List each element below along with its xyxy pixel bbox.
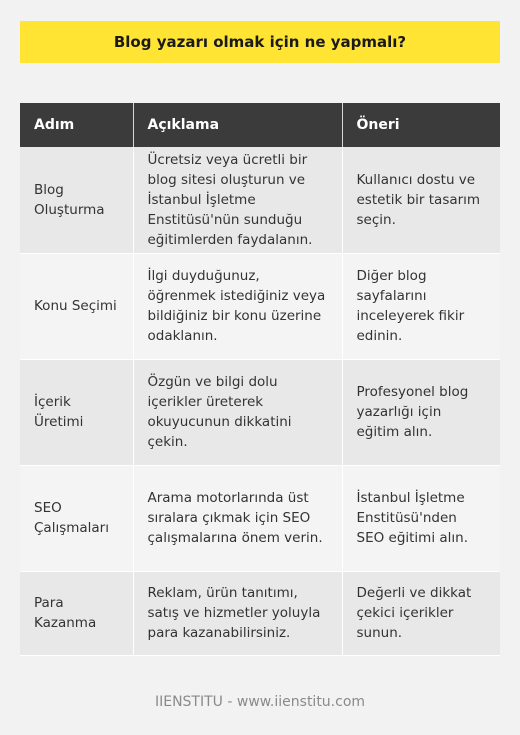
description-cell: Ücretsiz veya ücretli bir blog sitesi oluşturun ve İstanbul İşletme Enstitüsü'nün sunduğu eğitimlerden faydalanın. bbox=[133, 147, 342, 253]
step-cell: İçerik Üretimi bbox=[20, 359, 133, 465]
column-header-tip: Öneri bbox=[342, 103, 500, 147]
page-title bbox=[20, 21, 500, 63]
tip-cell: Profesyonel blog yazarlığı için eğitim alın. bbox=[342, 359, 500, 465]
step-cell: Konu Seçimi bbox=[20, 253, 133, 359]
step-cell: Blog Oluşturma bbox=[20, 147, 133, 253]
tip-cell: Değerli ve dikkat çekici içerikler sunun. bbox=[342, 571, 500, 655]
column-header-description: Açıklama bbox=[133, 103, 342, 147]
tip-cell: İstanbul İşletme Enstitüsü'nden SEO eğitimi alın. bbox=[342, 465, 500, 571]
footer-credit: IIENSTITU - www.iienstitu.com bbox=[154, 694, 366, 710]
description-cell: Reklam, ürün tanıtımı, satış ve hizmetler yoluyla para kazanabilirsiniz. bbox=[133, 571, 342, 655]
steps-table bbox=[20, 103, 500, 656]
description-cell: İlgi duyduğunuz, öğrenmek istediğiniz veya bildiğiniz bir konu üzerine odaklanın. bbox=[133, 253, 342, 359]
step-cell: Para Kazanma bbox=[20, 571, 133, 655]
table-row bbox=[20, 359, 500, 465]
table-row bbox=[20, 253, 500, 359]
tip-cell: Diğer blog sayfalarını inceleyerek fikir edinin. bbox=[342, 253, 500, 359]
step-cell: SEO Çalışmaları bbox=[20, 465, 133, 571]
description-cell: Arama motorlarında üst sıralara çıkmak için SEO çalışmalarına önem verin. bbox=[133, 465, 342, 571]
tip-cell: Kullanıcı dostu ve estetik bir tasarım seçin. bbox=[342, 147, 500, 253]
page-title-text: Blog yazarı olmak için ne yapmalı? bbox=[113, 33, 407, 51]
column-header-step: Adım bbox=[20, 103, 133, 147]
table-row bbox=[20, 465, 500, 571]
table-row bbox=[20, 571, 500, 655]
description-cell: Özgün ve bilgi dolu içerikler üreterek okuyucunun dikkatini çekin. bbox=[133, 359, 342, 465]
table-header-row bbox=[20, 103, 500, 147]
table-row bbox=[20, 147, 500, 253]
